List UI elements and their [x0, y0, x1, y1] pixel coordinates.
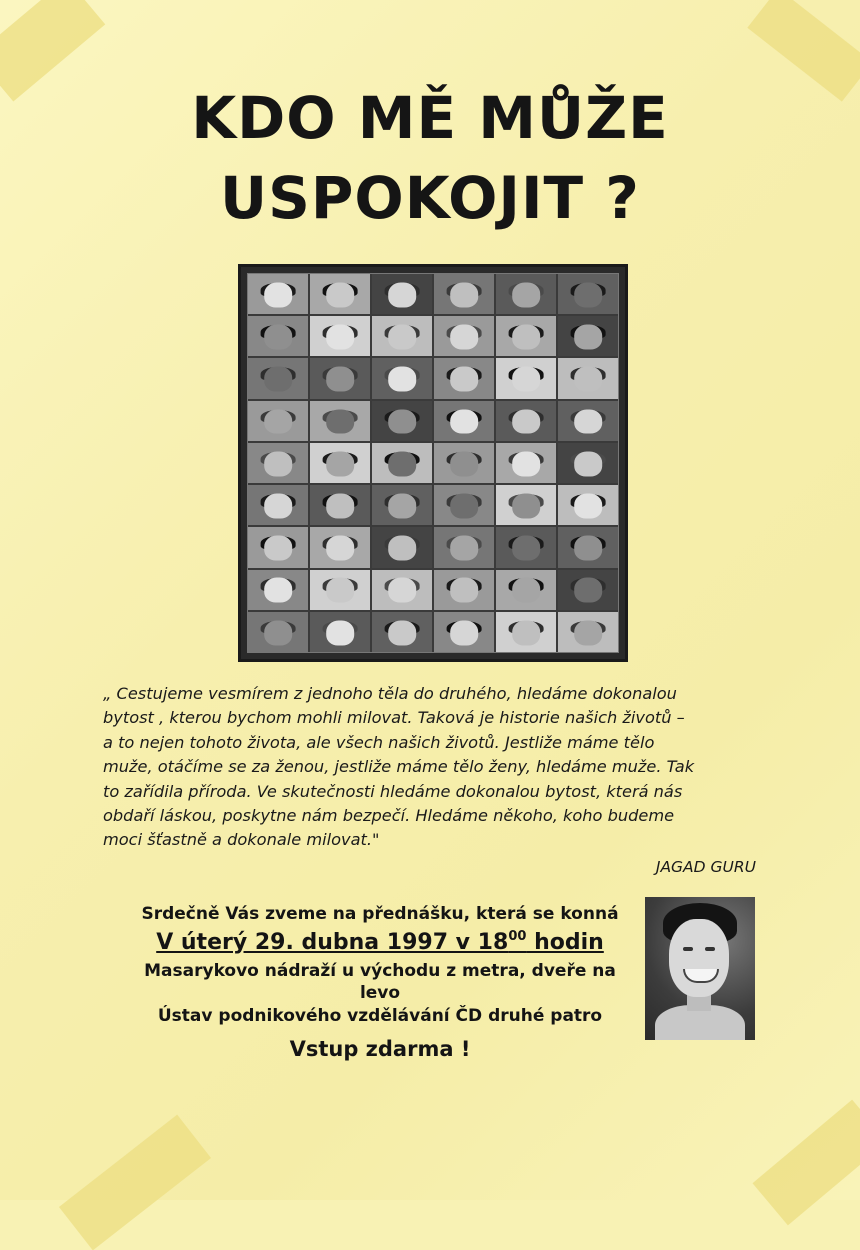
quote-line: bytost , kterou bychom mohli milovat. Taková je historie našich životů –	[103, 708, 685, 728]
collage-face-tile	[434, 570, 494, 610]
collage-face-tile	[496, 274, 556, 314]
collage-face-tile	[496, 443, 556, 483]
collage-face-tile	[310, 443, 370, 483]
title-line-2: USPOKOJIT ?	[220, 164, 640, 232]
collage-face-tile	[310, 358, 370, 398]
collage-face-tile	[434, 527, 494, 567]
collage-face-tile	[558, 358, 618, 398]
collage-face-tile	[372, 358, 432, 398]
collage-face-tile	[248, 612, 308, 652]
collage-face-tile	[496, 527, 556, 567]
collage-face-tile	[434, 401, 494, 441]
invitation-intro: Srdečně Vás zveme na přednášku, která se konná	[141, 904, 619, 924]
collage-face-tile	[496, 358, 556, 398]
collage-face-tile	[496, 612, 556, 652]
collage-face-tile	[372, 570, 432, 610]
collage-face-tile	[372, 401, 432, 441]
collage-face-tile	[248, 316, 308, 356]
collage-face-tile	[558, 570, 618, 610]
collage-face-tile	[558, 274, 618, 314]
collage-face-tile	[310, 316, 370, 356]
collage-face-tile	[248, 274, 308, 314]
event-location	[100, 960, 660, 1004]
location-line-2: levo	[359, 983, 401, 1003]
collage-face-tile	[372, 527, 432, 567]
quote-line: obdaří láskou, poskytne nám bezpečí. Hledáme někoho, koho budeme	[103, 806, 675, 826]
collage-face-tile	[248, 443, 308, 483]
collage-face-tile	[372, 612, 432, 652]
collage-face-tile	[558, 485, 618, 525]
collage-face-tile	[310, 570, 370, 610]
collage-face-tile	[310, 274, 370, 314]
quote-line: muže, otáčíme se za ženou, jestliže máme tělo ženy, hledáme muže. Tak	[103, 757, 695, 777]
collage-face-tile	[434, 274, 494, 314]
poster-title	[0, 78, 860, 238]
collage-face-tile	[248, 527, 308, 567]
quote-line: „ Cestujeme vesmírem z jednoho těla do druhého, hledáme dokonalou	[103, 684, 677, 703]
free-entry: Vstup zdarma !	[289, 1037, 471, 1061]
collage-face-tile	[372, 485, 432, 525]
faces-collage-image	[238, 264, 628, 662]
collage-face-tile	[310, 485, 370, 525]
event-date	[100, 928, 660, 958]
collage-face-tile	[434, 485, 494, 525]
collage-face-tile	[496, 485, 556, 525]
faces-collage-grid	[247, 273, 619, 653]
collage-face-tile	[310, 527, 370, 567]
collage-face-tile	[558, 316, 618, 356]
collage-face-tile	[434, 443, 494, 483]
collage-face-tile	[248, 485, 308, 525]
collage-face-tile	[558, 527, 618, 567]
event-venue: Ústav podnikového vzdělávání ČD druhé patro	[157, 1006, 603, 1026]
event-date-suffix: hodin	[526, 930, 604, 955]
collage-face-tile	[310, 612, 370, 652]
collage-face-tile	[558, 612, 618, 652]
event-time-minutes: 00	[508, 929, 527, 944]
collage-face-tile	[496, 570, 556, 610]
collage-face-tile	[434, 612, 494, 652]
collage-face-tile	[496, 316, 556, 356]
collage-face-tile	[248, 401, 308, 441]
quote-line: to zařídila příroda. Ve skutečnosti hledáme dokonalou bytost, která nás	[103, 781, 683, 801]
speaker-portrait-image	[645, 897, 755, 1040]
location-line-1: Masarykovo nádraží u východu z metra, dveře na	[144, 961, 616, 981]
title-line-1: KDO MĚ MŮŽE	[191, 84, 669, 152]
event-date-main: V úterý 29. dubna 1997 v 18	[156, 930, 509, 955]
collage-face-tile	[558, 401, 618, 441]
collage-face-tile	[496, 401, 556, 441]
collage-face-tile	[248, 358, 308, 398]
collage-face-tile	[434, 358, 494, 398]
collage-face-tile	[372, 443, 432, 483]
invitation-block	[100, 902, 660, 1064]
collage-face-tile	[372, 274, 432, 314]
collage-face-tile	[248, 570, 308, 610]
quote-line: moci šťastně a dokonale milovat."	[103, 830, 380, 850]
guru-quote	[103, 682, 763, 853]
collage-face-tile	[372, 316, 432, 356]
quote-author: JAGAD GURU	[655, 858, 756, 876]
quote-line: a to nejen tohoto života, ale všech našich životů. Jestliže máme tělo	[103, 732, 655, 752]
collage-face-tile	[558, 443, 618, 483]
collage-face-tile	[310, 401, 370, 441]
collage-face-tile	[434, 316, 494, 356]
